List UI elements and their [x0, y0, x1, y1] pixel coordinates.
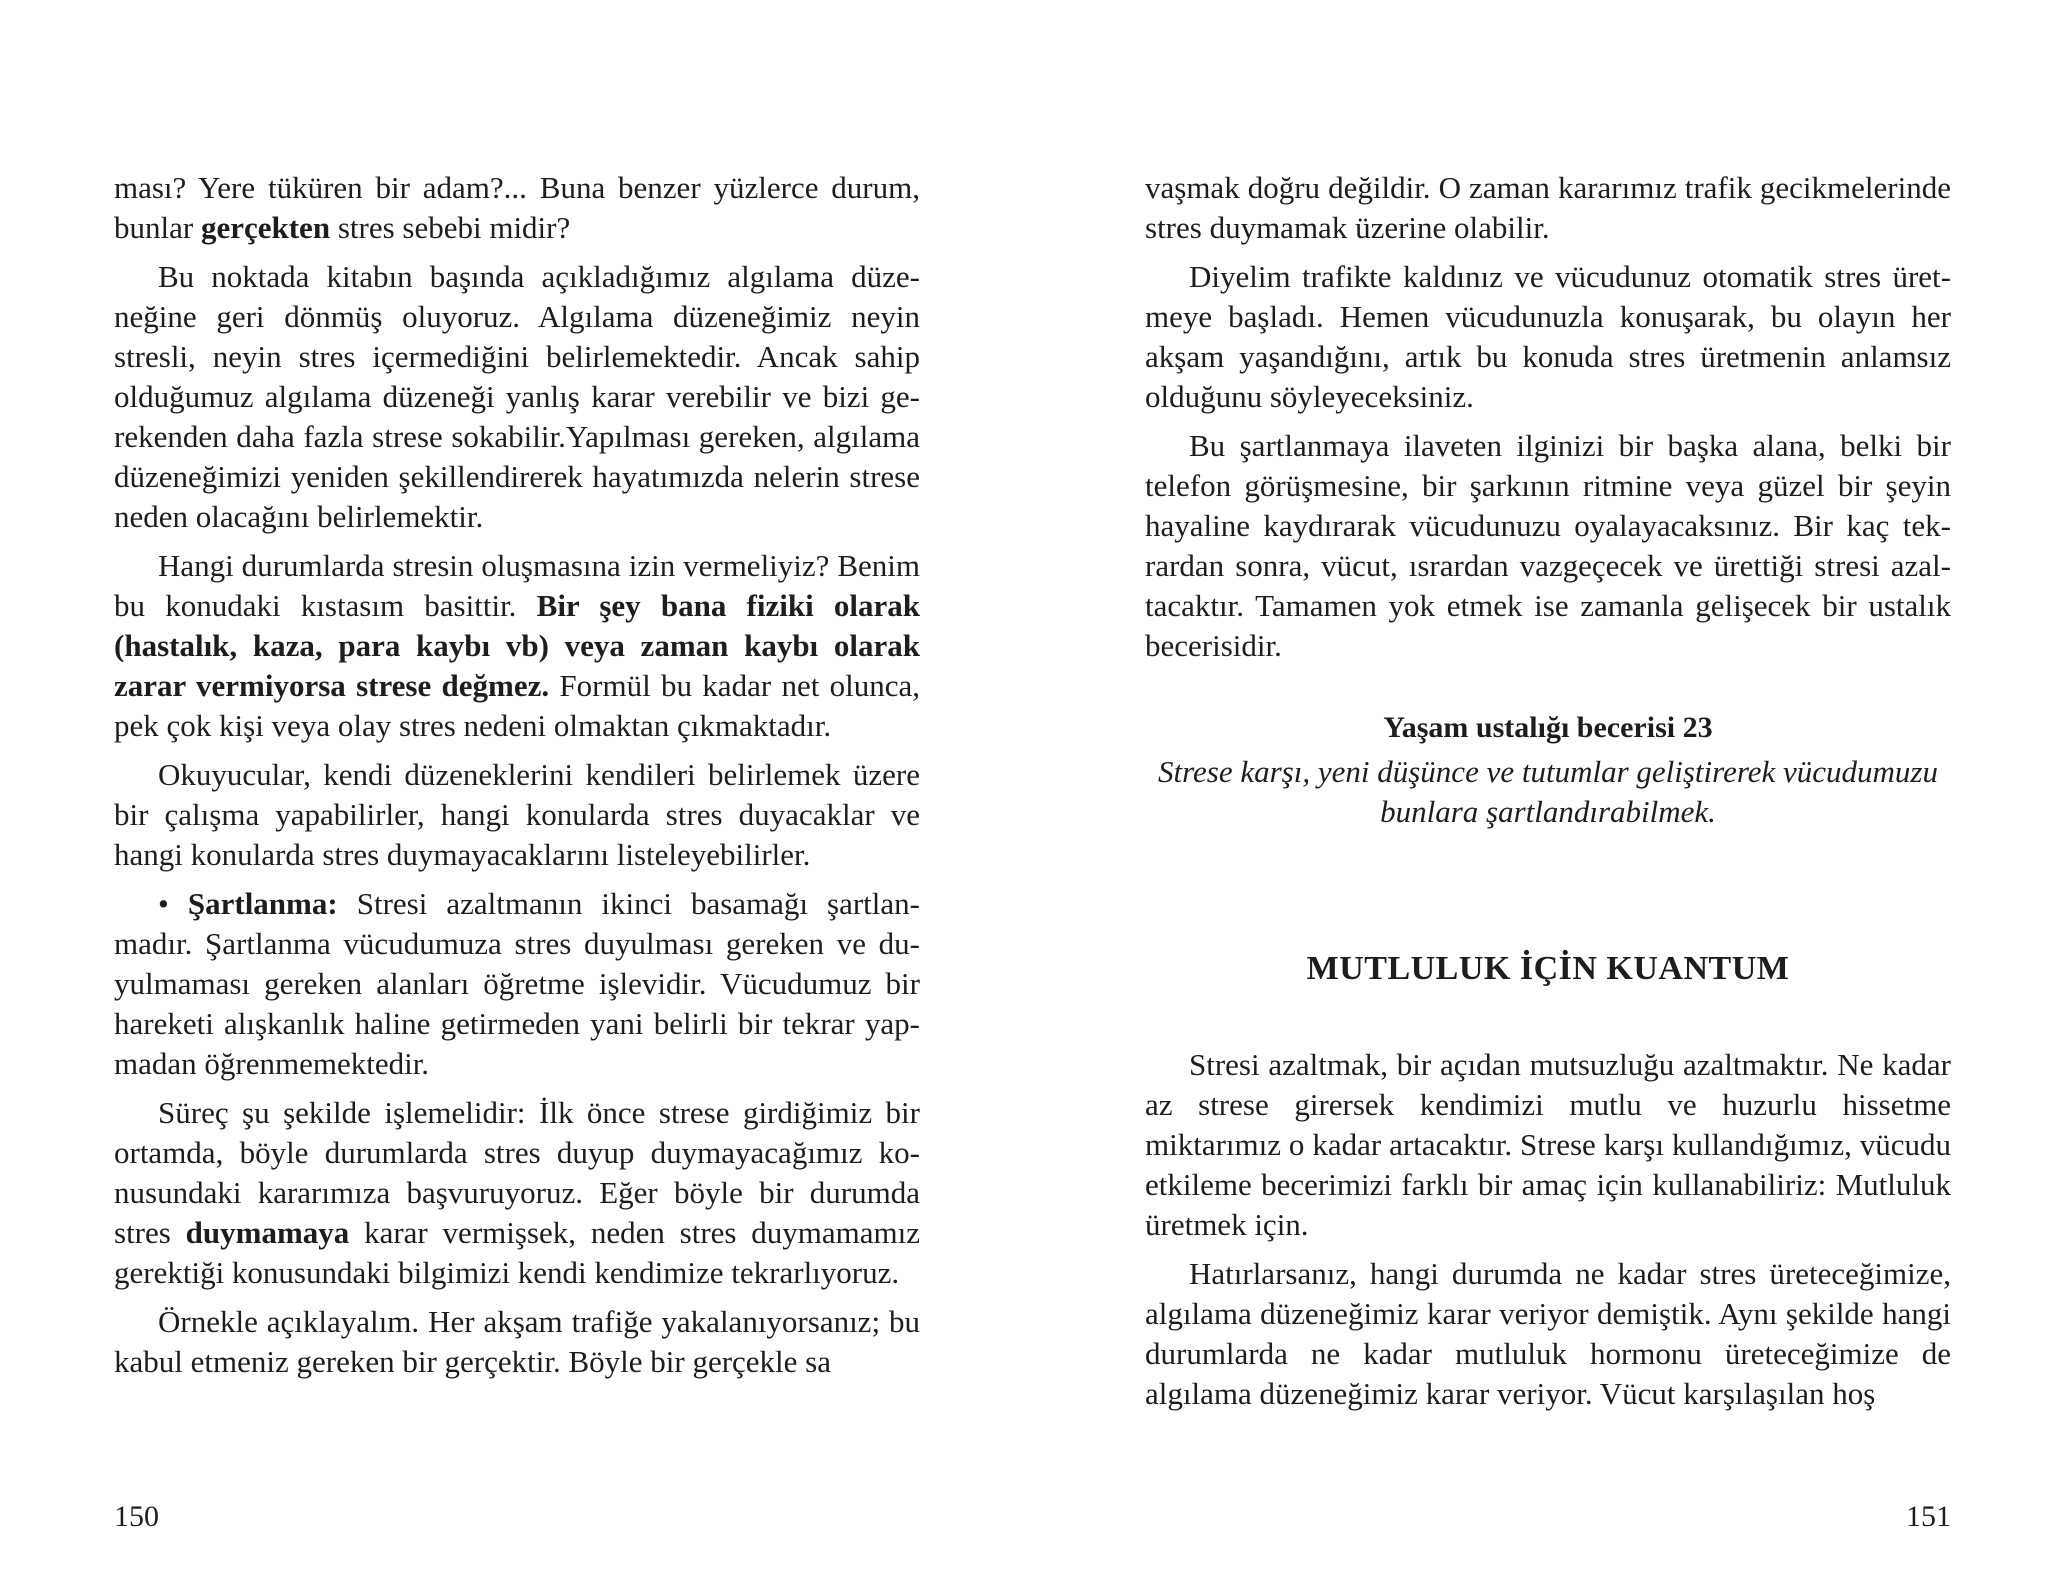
text-run: Hatırlarsanız, hangi durumda ne kadar stres üreteceğimize, algılama düzeneğimiz karar veriyor demiştik. Aynı şekilde hangi durumlarda ne kadar mutluluk hormonu üreteceğimize de algılama düzeneğimiz karar veriyor. Vücut karşılaşılan hoş — [1145, 1256, 1951, 1411]
paragraph — [114, 546, 920, 746]
paragraph — [114, 755, 920, 875]
skill-box — [1145, 708, 1951, 832]
section-body — [1145, 1045, 1951, 1423]
text-run: Hangi durumlarda stresin oluşmasına izin vermeliyiz? Benim bu konudaki kıstasım basittir. — [114, 548, 920, 623]
paragraph — [1145, 1254, 1951, 1414]
paragraph — [114, 1302, 920, 1382]
paragraph — [114, 1093, 920, 1293]
skill-title: Yaşam ustalığı becerisi 23 — [1383, 711, 1713, 744]
section-heading: MUTLULUK İÇİN KUANTUM — [1306, 950, 1790, 987]
text-run: Stresi azaltmanın ikinci basamağı şartlanmadır. Şartlanma vücudumuza stres duyulması gereken ve duyulmaması gereken alanları öğretme işlevidir. Vücudumuz bir hareketi alışkanlık haline getirmeden yani belirli bir tekrar yapmadan öğrenmemektedir. — [114, 886, 920, 1081]
page-number-left: 150 — [114, 1500, 159, 1533]
left-page-body — [114, 168, 920, 1391]
text-run: karar vermişsek, neden stres duymamamız gerektiği konusundaki bilgimizi kendi kendimize tekrarlıyoruz. — [114, 1215, 920, 1290]
text-run: Okuyucular, kendi düzeneklerini kendileri belirlemek üzere bir çalışma yapabilirler, hangi konularda stres duyacaklar ve hangi konularda stres duymayacaklarını listeleyebilirler. — [114, 757, 920, 872]
paragraph — [1145, 1045, 1951, 1245]
text-run: ması? Yere tüküren bir adam?... Buna benzer yüzlerce durum, bunlar — [114, 170, 920, 245]
bold-text: Şartlanma: — [187, 886, 338, 921]
text-run: Stresi azaltmak, bir açıdan mutsuzluğu azaltmaktır. Ne kadar az strese girersek kendimizi mutlu ve huzurlu hissetme miktarımız o kadar artacaktır. Strese karşı kullandığımız, vücudu etkileme becerimizi farklı bir amaç için kullanabiliriz: Mutluluk üretmek için. — [1145, 1047, 1951, 1242]
text-run: • — [158, 886, 188, 921]
bold-text: Bir şey bana fiziki olarak (hastalık, kaza, para kaybı vb) veya zaman kaybı olarak zarar vermiyorsa strese değmez. — [114, 588, 920, 703]
text-run: Örnekle açıklayalım. Her akşam trafiğe yakalanıyorsanız; bu kabul etmeniz gereken bir gerçektir. Böyle bir gerçekle sa — [114, 1304, 920, 1379]
bold-text: gerçekten — [200, 210, 331, 245]
bold-text: duymamaya — [185, 1215, 350, 1250]
skill-text: Strese karşı, yeni düşünce ve tutumlar geliştirerek vücudumuzu bunlara şartlandırabilmek. — [1158, 754, 1938, 829]
paragraph — [1145, 168, 1951, 248]
text-run: Diyelim trafikte kaldınız ve vücudunuz otomatik stres üretmeye başladı. Hemen vücudunuzla konuşarak, bu olayın her akşam yaşandığını, artık bu konuda stres üretmenin anlamsız olduğunu söyleyeceksiniz. — [1145, 259, 1951, 414]
paragraph — [1145, 257, 1951, 417]
text-run: Süreç şu şekilde işlemelidir: İlk önce strese girdiğimiz bir ortamda, böyle durumlarda stres duyup duymayacağımız konusundaki kararımıza başvuruyoruz. Eğer böyle bir durumda stres — [114, 1095, 920, 1250]
page-number-right: 151 — [1906, 1500, 1951, 1533]
paragraph — [1145, 426, 1951, 666]
paragraph — [114, 257, 920, 537]
paragraph — [114, 168, 920, 248]
paragraph — [114, 884, 920, 1084]
right-page — [1145, 0, 1951, 1593]
left-page — [114, 0, 920, 1593]
text-run: Bu şartlanmaya ilaveten ilginizi bir başka alana, belki bir telefon görüşmesine, bir şarkının ritmine veya güzel bir şeyin hayaline kaydırarak vücudunuzu oyalayacaksınız. Bir kaç tekrardan sonra, vücut, ısrardan vazgeçecek ve ürettiği stresi azaltacaktır. Tamamen yok etmek ise zamanla gelişecek bir ustalık becerisidir. — [1145, 428, 1951, 663]
text-run: Formül bu kadar net olunca, pek çok kişi veya olay stres nedeni olmaktan çıkmaktadır. — [114, 668, 920, 743]
text-run: stres sebebi midir? — [330, 210, 571, 245]
text-run: Bu noktada kitabın başında açıkladığımız algılama düzeneğine geri dönmüş oluyoruz. Algılama düzeneğimiz neyin stresli, neyin stres içermediğini belirlemektedir. Ancak sahip olduğumuz algılama düzeneği yanlış karar verebilir ve bizi gerekenden daha fazla strese sokabilir.Yapılması gereken, algılama düzeneğimizi yeniden şekillendirerek hayatımızda nelerin strese neden olacağını belirlemektir. — [114, 259, 920, 534]
text-run: vaşmak doğru değildir. O zaman kararımız trafik gecikmelerinde stres duymamak üzerine olabilir. — [1145, 170, 1951, 245]
right-page-body — [1145, 168, 1951, 675]
